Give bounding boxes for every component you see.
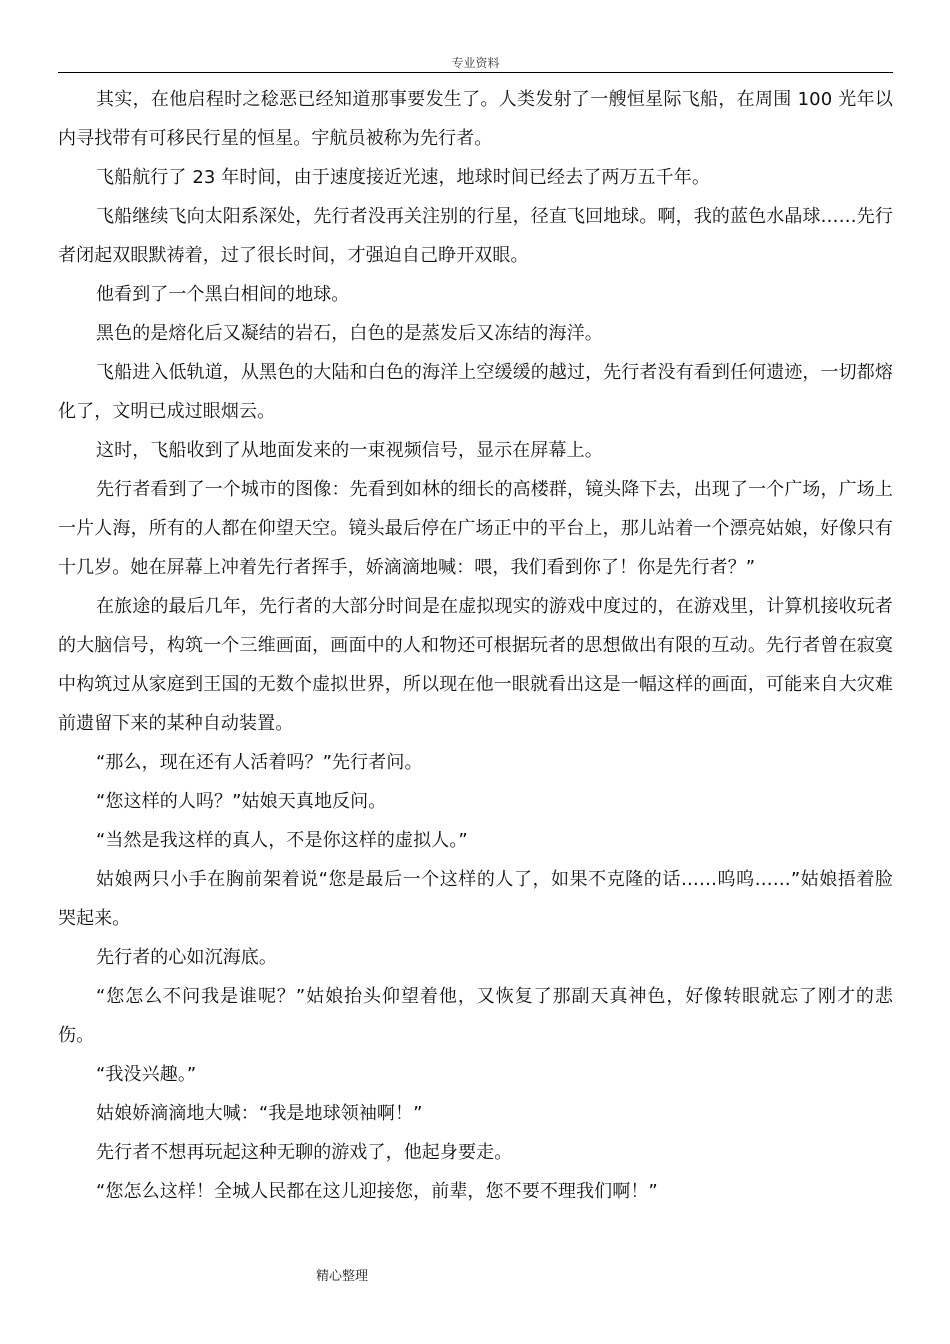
paragraph: 姑娘娇滴滴地大喊：“我是地球领袖啊！” xyxy=(96,1103,423,1124)
document-body xyxy=(58,80,893,1211)
paragraph: 飞船继续飞向太阳系深处，先行者没再关注别的行星，径直飞回地球。啊，我的蓝色水晶球……先行者闭起双眼默祷着，过了很长时间，才强迫自己睁开双眼。 xyxy=(58,206,893,266)
paragraph: 这时，飞船收到了从地面发来的一束视频信号，显示在屏幕上。 xyxy=(96,440,603,461)
paragraph: “您这样的人吗？”姑娘天真地反问。 xyxy=(96,791,387,812)
paragraph: “我没兴趣。” xyxy=(96,1064,197,1085)
paragraph: 黑色的是熔化后又凝结的岩石，白色的是蒸发后又冻结的海洋。 xyxy=(96,323,603,344)
paragraph: 先行者的心如沉海底。 xyxy=(96,947,277,968)
paragraph: “您怎么这样！全城人民都在这儿迎接您，前辈，您不要不理我们啊！” xyxy=(96,1181,658,1202)
paragraph: “您怎么不问我是谁呢？”姑娘抬头仰望着他，又恢复了那副天真神色，好像转眼就忘了刚才的悲伤。 xyxy=(58,986,893,1046)
header-label: 专业资料 xyxy=(451,56,500,70)
paragraph: 姑娘两只小手在胸前架着说“您是最后一个这样的人了，如果不克隆的话……呜呜……”姑娘捂着脸哭起来。 xyxy=(58,869,893,929)
paragraph: 其实，在他启程时之稔恶已经知道那事要发生了。人类发射了一艘恒星际飞船，在周围 100 光年以内寻找带有可移民行星的恒星。宇航员被称为先行者。 xyxy=(58,89,893,149)
paragraph: “当然是我这样的真人，不是你这样的虚拟人。” xyxy=(96,830,468,851)
paragraph: “那么，现在还有人活着吗？”先行者问。 xyxy=(96,752,423,773)
paragraph: 在旅途的最后几年，先行者的大部分时间是在虚拟现实的游戏中度过的，在游戏里，计算机接收玩者的大脑信号，构筑一个三维画面，画面中的人和物还可根据玩者的思想做出有限的互动。先行者曾在寂寞中构筑过从家庭到王国的无数个虚拟世界，所以现在他一眼就看出这是一幅这样的画面，可能来自大灾难前遗留下来的某种自动装置。 xyxy=(58,596,893,734)
page-header xyxy=(58,54,893,73)
paragraph: 先行者不想再玩起这种无聊的游戏了，他起身要走。 xyxy=(96,1142,513,1163)
page-footer xyxy=(316,1268,368,1286)
footer-label: 精心整理 xyxy=(316,1269,369,1284)
paragraph: 飞船航行了 23 年时间，由于速度接近光速，地球时间已经去了两万五千年。 xyxy=(96,167,710,188)
paragraph: 他看到了一个黑白相间的地球。 xyxy=(96,284,350,305)
paragraph: 飞船进入低轨道，从黑色的大陆和白色的海洋上空缓缓的越过，先行者没有看到任何遗迹，一切都熔化了，文明已成过眼烟云。 xyxy=(58,362,893,422)
paragraph: 先行者看到了一个城市的图像：先看到如林的细长的高楼群，镜头降下去，出现了一个广场，广场上一片人海，所有的人都在仰望天空。镜头最后停在广场正中的平台上，那儿站着一个漂亮姑娘，好像只有十几岁。她在屏幕上冲着先行者挥手，娇滴滴地喊：喂，我们看到你了！你是先行者？” xyxy=(58,479,893,578)
